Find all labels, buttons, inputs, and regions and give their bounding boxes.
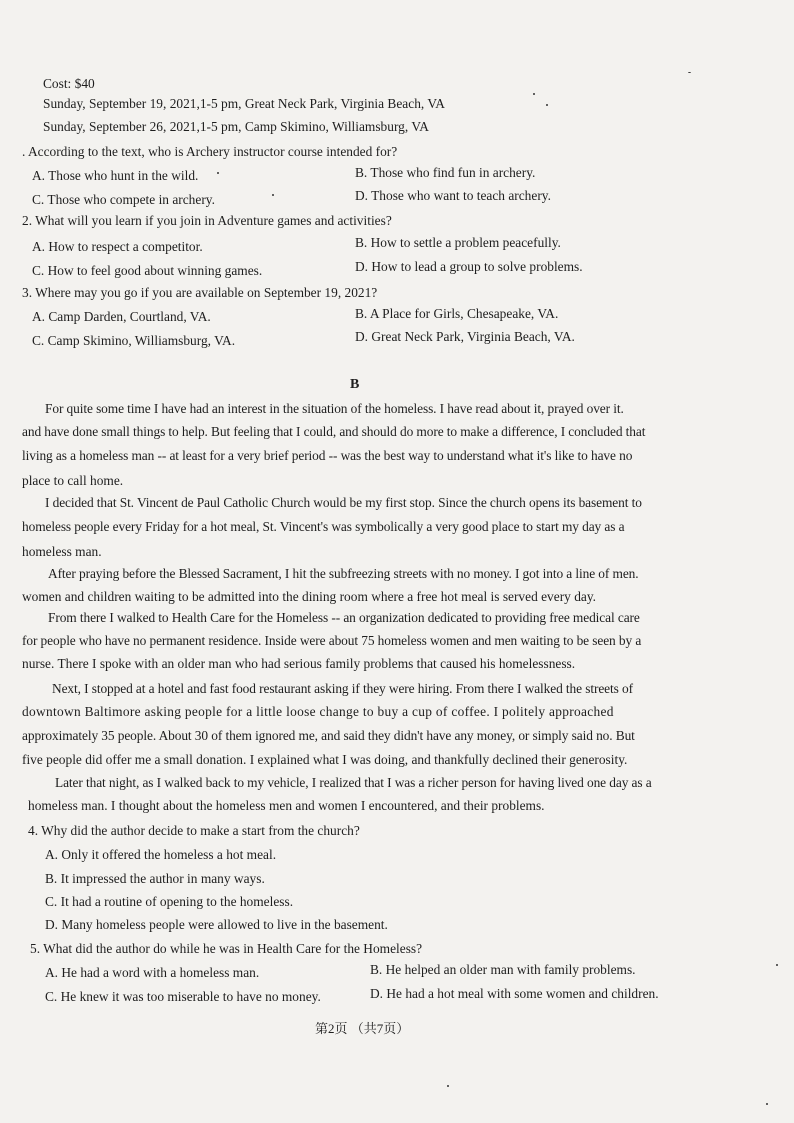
question-3-option-b: B. A Place for Girls, Chesapeake, VA. [355,306,559,321]
passage-line: Later that night, as I walked back to my vehicle, I realized that I was a richer person for having lived one day as a [55,775,652,790]
question-2-option-d: D. How to lead a group to solve problems. [355,259,583,274]
passage-line: five people did offer me a small donation. I explained what I was doing, and thankfully declined their generosity. [22,752,628,767]
question-1-option-a: A. Those who hunt in the wild. [32,168,199,183]
section-b-heading: B [350,377,360,392]
scan-speck [217,172,219,174]
question-3-option-d: D. Great Neck Park, Virginia Beach, VA. [355,329,575,344]
question-1-option-b: B. Those who find fun in archery. [355,165,536,180]
scan-speck [776,964,778,966]
passage-line: place to call home. [22,473,124,488]
question-5-option-a: A. He had a word with a homeless man. [45,965,260,980]
passage-line: for people who have no permanent residence. Inside were about 75 homeless women and men waiting to be seen by a [22,633,642,648]
passage-line: and have done small things to help. But feeling that I could, and should do more to make a difference, I concluded that [22,424,646,439]
passage-line: nurse. There I spoke with an older man who had serious family problems that caused his homelessness. [22,656,576,671]
question-4-option-b: B. It impressed the author in many ways. [45,871,265,886]
cost-line: Cost: $40 [43,76,95,91]
question-4-stem: 4. Why did the author decide to make a start from the church? [28,823,360,838]
event-line-2: Sunday, September 26, 2021,1-5 pm, Camp Skimino, Williamsburg, VA [43,119,429,134]
question-2-stem: 2. What will you learn if you join in Adventure games and activities? [22,213,392,228]
passage-line: From there I walked to Health Care for the Homeless -- an organization dedicated to providing free medical care [48,610,640,625]
passage-line: I decided that St. Vincent de Paul Catholic Church would be my first stop. Since the church opens its basement to [45,495,642,510]
question-3-option-c: C. Camp Skimino, Williamsburg, VA. [32,333,236,348]
question-1-option-c: C. Those who compete in archery. [32,192,215,207]
question-1-stem: . According to the text, who is Archery instructor course intended for? [22,144,398,159]
question-1-option-d: D. Those who want to teach archery. [355,188,551,203]
event-line-1: Sunday, September 19, 2021,1-5 pm, Great Neck Park, Virginia Beach, VA [43,96,445,111]
passage-line: downtown Baltimore asking people for a little loose change to buy a cup of coffee. I politely approached [22,704,614,719]
scan-speck [546,104,548,106]
passage-line: women and children waiting to be admitted into the dining room where a free hot meal is served every day. [22,589,597,604]
passage-line: After praying before the Blessed Sacrament, I hit the subfreezing streets with no money. I got into a line of men. [48,566,639,581]
question-3-stem: 3. Where may you go if you are available on September 19, 2021? [22,285,378,300]
passage-line: homeless man. [22,544,102,559]
passage-line: For quite some time I have had an interest in the situation of the homeless. I have read about it, prayed over it. [45,401,624,416]
scan-speck [272,194,274,196]
scan-speck [533,93,535,95]
question-4-option-a: A. Only it offered the homeless a hot meal. [45,847,277,862]
question-5-option-c: C. He knew it was too miserable to have no money. [45,989,321,1004]
passage-line: approximately 35 people. About 30 of them ignored me, and said they didn't have any money, or simply said no. But [22,728,635,743]
question-5-option-d: D. He had a hot meal with some women and children. [370,986,659,1001]
passage-line: homeless man. I thought about the homeless men and women I encountered, and their problems. [28,798,545,813]
question-2-option-c: C. How to feel good about winning games. [32,263,263,278]
question-4-option-c: C. It had a routine of opening to the homeless. [45,894,294,909]
question-5-option-b: B. He helped an older man with family problems. [370,962,636,977]
scan-speck [688,72,691,73]
question-2-option-b: B. How to settle a problem peacefully. [355,235,561,250]
question-3-option-a: A. Camp Darden, Courtland, VA. [32,309,211,324]
scan-speck [447,1085,449,1087]
scan-speck [766,1103,768,1105]
passage-line: Next, I stopped at a hotel and fast food restaurant asking if they were hiring. From there I walked the streets of [52,681,633,696]
passage-line: homeless people every Friday for a hot meal, St. Vincent's was symbolically a very good place to start my day as a [22,519,625,534]
question-5-stem: 5. What did the author do while he was in Health Care for the Homeless? [30,941,423,956]
page-footer: 第2页 （共7页） [315,1021,410,1036]
question-2-option-a: A. How to respect a competitor. [32,239,203,254]
question-4-option-d: D. Many homeless people were allowed to live in the basement. [45,917,388,932]
passage-line: living as a homeless man -- at least for a very brief period -- was the best way to understand what it's like to have no [22,448,633,463]
